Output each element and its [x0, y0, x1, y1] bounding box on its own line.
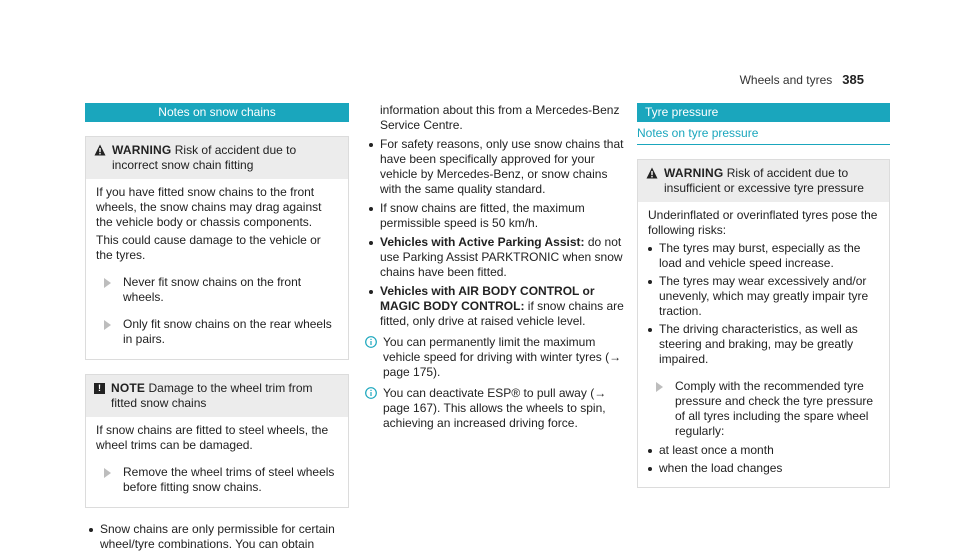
- note-paragraph: If snow chains are fitted to steel wheels, the wheel trims can be damaged.: [96, 423, 329, 452]
- note-label: NOTE: [111, 381, 146, 395]
- warning-triangle-icon: [646, 167, 658, 179]
- warning-label: WARNING: [112, 143, 172, 157]
- warning-header: [86, 137, 348, 179]
- info-note: You can deactivate ESP® to pull away (→ page 167). This allows the wheels to spin, achieving an increased driving force.: [365, 386, 627, 431]
- warning-triangle-icon: [94, 144, 106, 156]
- column-3: [637, 103, 890, 488]
- column-2: [365, 103, 627, 431]
- list-item: If snow chains are fitted, the maximum permissible speed is 50 km/h.: [365, 201, 627, 231]
- continued-text: information about this from a Mercedes-Benz Service Centre.: [380, 103, 620, 132]
- warning-label: WARNING: [664, 166, 724, 180]
- step-arrow-icon: [104, 468, 111, 478]
- section-heading-snow-chains: Notes on snow chains: [85, 103, 349, 122]
- info-note: You can permanently limit the maximum vehicle speed for driving with winter tyres (→ page 175).: [365, 335, 627, 380]
- list-item: when the load changes: [648, 461, 881, 476]
- bullet-icon: [369, 207, 373, 211]
- step-arrow-icon: [104, 278, 111, 288]
- list-item: Snow chains are only permissible for certain wheel/tyre combinations. You can obtain: [85, 522, 349, 552]
- step-arrow-icon: [104, 320, 111, 330]
- list-item: For safety reasons, only use snow chains that have been specifically approved for your vehicle by Mercedes-Benz, or snow chains with the same quality standard.: [365, 137, 627, 197]
- bullet-icon: [89, 528, 93, 532]
- list-item: Vehicles with AIR BODY CONTROL or MAGIC BODY CONTROL: if snow chains are fitted, only drive at raised vehicle level.: [365, 284, 627, 329]
- section-heading-tyre-pressure: Tyre pressure: [637, 103, 890, 122]
- note-header: [86, 375, 348, 417]
- bullet-icon: [648, 328, 652, 332]
- section-title: Wheels and tyres: [739, 73, 833, 87]
- bullet-icon: [648, 280, 652, 284]
- list-item: The tyres may burst, especially as the load and vehicle speed increase.: [648, 241, 881, 271]
- note-exclamation-icon: !: [94, 383, 105, 394]
- warning-headline: Risk of accident due to insufficient or excessive tyre pressure: [664, 166, 864, 195]
- note-headline: Damage to the wheel trim from fitted snow chains: [111, 381, 313, 410]
- warning-headline: Risk of accident due to incorrect snow chain fitting: [112, 143, 297, 172]
- bullet-icon: [648, 467, 652, 471]
- warning-paragraph: Underinflated or overinflated tyres pose the following risks:: [648, 208, 878, 237]
- bullet-icon: [648, 449, 652, 453]
- warning-header: [638, 160, 889, 202]
- bullet-icon: [648, 247, 652, 251]
- warning-paragraph: This could cause damage to the vehicle or the tyres.: [96, 233, 321, 262]
- instruction-step: Never fit snow chains on the front wheels.: [96, 275, 340, 305]
- info-icon: [365, 336, 377, 348]
- page-header: [740, 72, 864, 88]
- bullet-icon: [369, 241, 373, 245]
- bullet-icon: [369, 290, 373, 294]
- column-1: [85, 103, 349, 556]
- instruction-step: Comply with the recommended tyre pressure and check the tyre pressure of all tyres including the spare wheel regularly:: [648, 379, 881, 439]
- warning-paragraph: If you have fitted snow chains to the front wheels, the snow chains may drag against the vehicle body or chassis components.: [96, 185, 322, 229]
- note-box-wheel-trim: [85, 374, 349, 508]
- list-item: The driving characteristics, as well as steering and braking, may be greatly impaired.: [648, 322, 881, 367]
- subheading-notes-tyre-pressure: Notes on tyre pressure: [637, 122, 890, 145]
- step-arrow-icon: [656, 382, 663, 392]
- instruction-step: Only fit snow chains on the rear wheels in pairs.: [96, 317, 340, 347]
- warning-box-snow-chains: [85, 136, 349, 360]
- list-item: Vehicles with Active Parking Assist: do not use Parking Assist PARKTRONIC when snow chains have been fitted.: [365, 235, 627, 280]
- page-number: 385: [842, 72, 864, 87]
- list-item: at least once a month: [648, 443, 881, 458]
- warning-box-tyre-pressure: [637, 159, 890, 488]
- instruction-step: Remove the wheel trims of steel wheels before fitting snow chains.: [96, 465, 340, 495]
- list-item: The tyres may wear excessively and/or unevenly, which may greatly impair tyre traction.: [648, 274, 881, 319]
- bullet-icon: [369, 143, 373, 147]
- info-icon: [365, 387, 377, 399]
